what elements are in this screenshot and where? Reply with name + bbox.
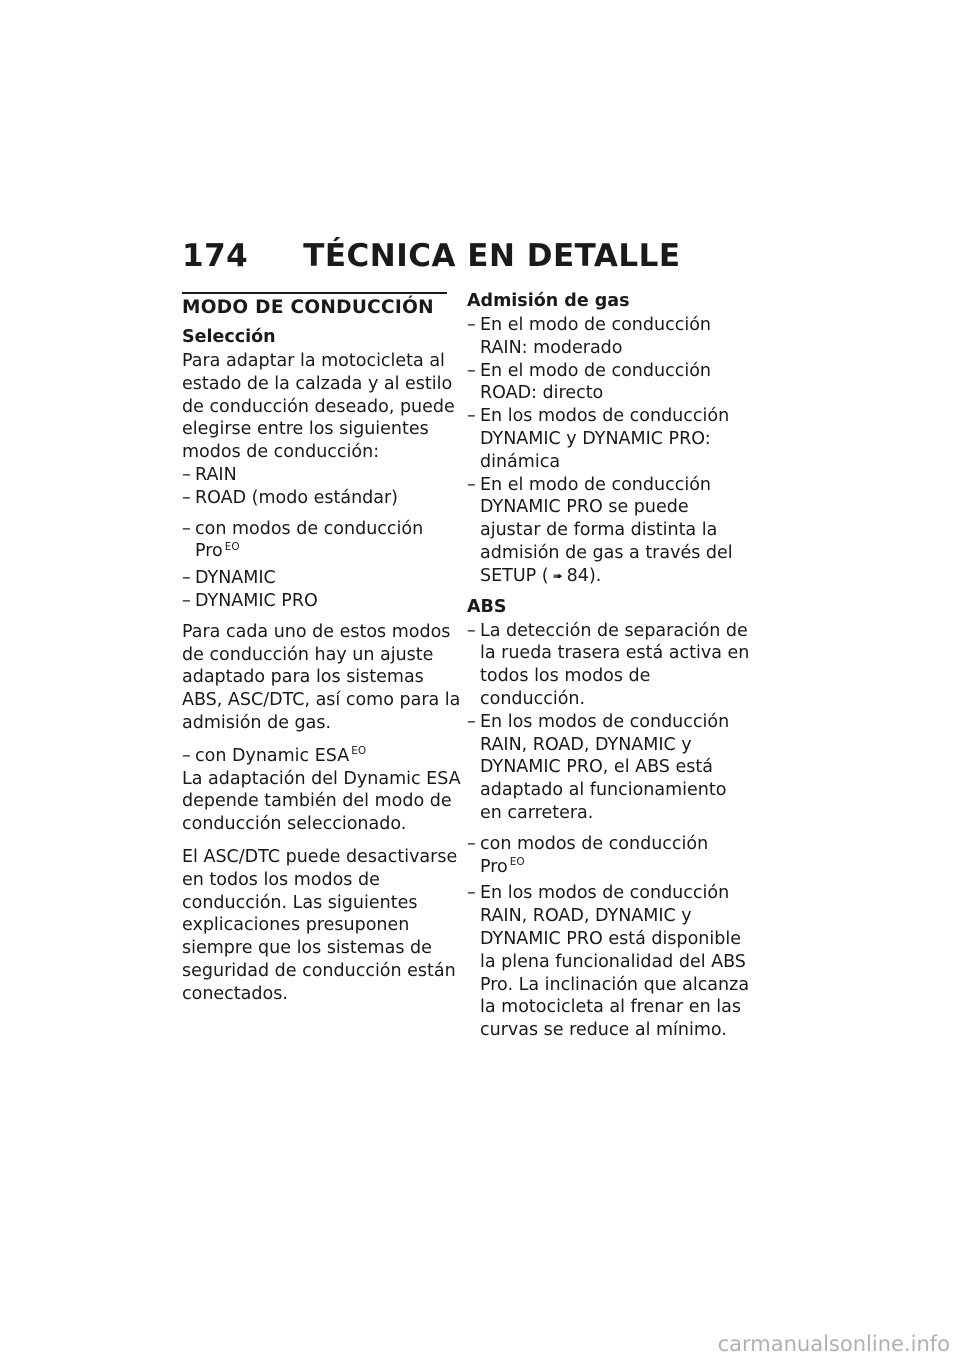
asc-paragraph: El ASC/DTC puede desactivarse en todos los modos de conducción. Las siguientes explicaciones presuponen siempre que los sistemas de seguridad de conducción están conectados. <box>182 846 458 1004</box>
arrow-right-icon: ➠ <box>552 568 563 583</box>
condition-text: con Dynamic ESA <box>195 745 350 766</box>
list-item: – DYNAMIC <box>182 567 467 590</box>
subheading-seleccion: Selección <box>182 327 276 347</box>
section-title: MODO DE CONDUCCIÓN <box>182 297 434 318</box>
subheading-abs: ABS <box>467 596 507 617</box>
list-item <box>467 474 752 588</box>
condition-pro <box>182 518 467 564</box>
eo-marker: EO <box>224 541 240 554</box>
list-item: – En los modos de conducción RAIN, ROAD, DYNAMIC y DYNAMIC PRO está disponible la plena funcionalidad del ABS Pro. La inclinación que alcanza la motocicleta al frenar en las curvas se reduce al mínimo. <box>467 882 752 1042</box>
right-column <box>467 290 752 1050</box>
page-header <box>182 238 681 274</box>
condition-text: con modos de conducción Pro <box>480 833 709 877</box>
subheading-gas: Admisión de gas <box>467 291 630 311</box>
section-rule <box>182 292 447 294</box>
intro-paragraph: Para adaptar la motocicleta al estado de la calzada y al estilo de conducción deseado, puede elegirse entre los siguientes modos de conducción: <box>182 351 455 463</box>
list-item: – En el modo de conducción ROAD: directo <box>467 360 752 406</box>
page-reference[interactable]: 84). <box>566 565 602 586</box>
watermark: carmanualsonline.info <box>717 1332 950 1356</box>
gas-list <box>467 314 752 588</box>
left-column <box>182 296 467 1016</box>
esa-paragraph: La adaptación del Dynamic ESA depende también del modo de conducción seleccionado. <box>182 768 461 835</box>
condition-text: con modos de conducción Pro <box>195 518 424 562</box>
list-item: – En los modos de conducción DYNAMIC y DYNAMIC PRO: dinámica <box>467 405 752 473</box>
chapter-title: TÉCNICA EN DETALLE <box>303 238 681 274</box>
abs-list <box>467 620 752 825</box>
list-item: – En el modo de conducción RAIN: moderado <box>467 314 752 360</box>
page-number: 174 <box>182 238 249 274</box>
eo-marker: EO <box>509 856 525 869</box>
list-item: – ROAD (modo estándar) <box>182 487 467 510</box>
list-item: – La detección de separación de la rueda trasera está activa en todos los modos de conducción. <box>467 620 752 711</box>
list-item: – DYNAMIC PRO <box>182 590 467 613</box>
modes-pro-list <box>182 567 467 613</box>
eo-marker: EO <box>351 745 367 758</box>
condition-pro <box>467 833 752 879</box>
adjust-paragraph: Para cada uno de estos modos de conducción hay un ajuste adaptado para los sistemas ABS, ASC/DTC, así como para la admisión de gas. <box>182 621 461 733</box>
condition-esa <box>182 745 467 768</box>
list-item: – RAIN <box>182 464 467 487</box>
modes-basic-list <box>182 464 467 510</box>
setup-text: En el modo de conducción DYNAMIC PRO se puede ajustar de forma distinta la admisión de gas a través del SETUP ( <box>480 474 733 586</box>
list-item: – En los modos de conducción RAIN, ROAD, DYNAMIC y DYNAMIC PRO, el ABS está adaptado al funcionamiento en carretera. <box>467 711 752 825</box>
abs-pro-list <box>467 882 752 1042</box>
